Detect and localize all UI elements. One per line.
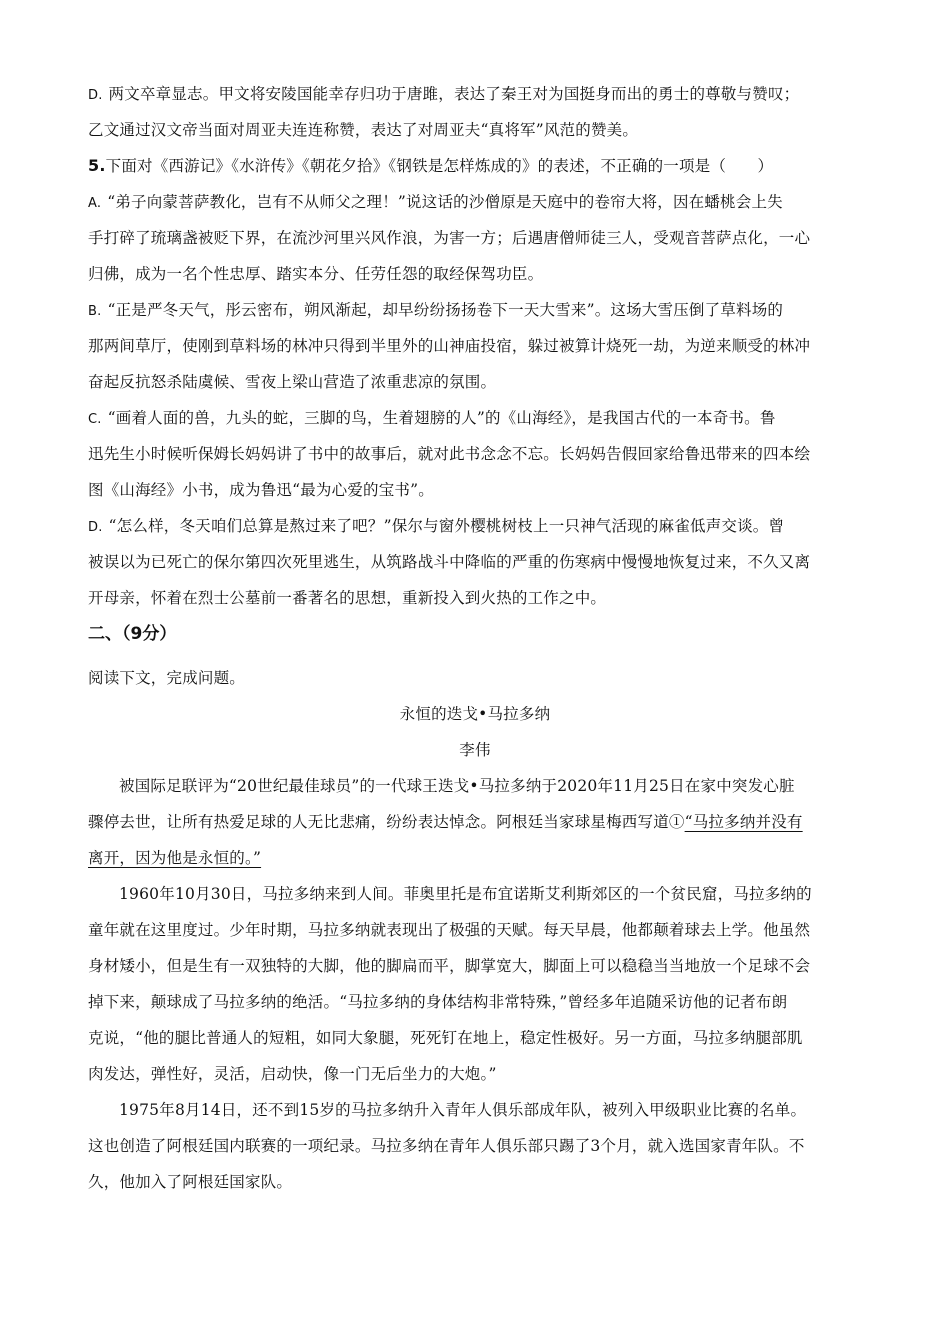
q5-option-c-label: C. xyxy=(88,412,102,427)
q5-option-b-label: B. xyxy=(88,304,102,319)
q5-option-c-line-2: 迅先生小时候听保姆长妈妈讲了书中的故事后，就对此书念念不忘。长妈妈告假回家给鲁迅带来的四本绘 xyxy=(88,445,811,463)
reading-instruction: 阅读下文，完成问题。 xyxy=(88,669,246,687)
article-p2-line-4: 掉下来，颠球成了马拉多纳的绝活。“马拉多纳的身体结构非常特殊，”曾经多年追随采访他的记者布朗 xyxy=(88,993,788,1011)
q5-option-b-line-1 xyxy=(88,292,862,328)
article-author: 李伟 xyxy=(459,741,491,759)
q5-option-d-line-3: 开母亲，怀着在烈士公墓前一番著名的思想，重新投入到火热的工作之中。 xyxy=(88,589,607,607)
q4-option-d-text-1: 两文卒章显志。甲文将安陵国能幸存归功于唐雎，表达了秦王对为国挺身而出的勇士的尊敬与赞叹； xyxy=(108,85,800,103)
q5-option-a-text-1: “弟子向蒙菩萨教化，岂有不从师父之理！”说这话的沙僧原是天庭中的卷帘大将，因在蟠桃会上失 xyxy=(107,193,783,211)
q5-number: 5. xyxy=(88,156,106,175)
q5-option-c-line-3: 图《山海经》小书，成为鲁迅“最为心爱的宝书”。 xyxy=(88,481,434,499)
q5-option-c-line-1 xyxy=(88,400,862,436)
article-p2-line-3: 身材矮小，但是生有一双独特的大脚，他的脚扁而平，脚掌宽大，脚面上可以稳稳当当地放一个足球不会 xyxy=(88,957,811,975)
q5-option-d-text-1: “怎么样，冬天咱们总算是熬过来了吧？”保尔与窗外樱桃树枝上一只神气活现的麻雀低声交谈。曾 xyxy=(108,517,785,535)
article-p1-line-3 xyxy=(88,840,862,876)
q4-option-d-line-1 xyxy=(88,76,862,112)
q5-option-a-label: A. xyxy=(88,196,102,211)
q5-stem xyxy=(88,148,862,184)
article-p1-line-2 xyxy=(88,804,862,840)
q4-option-d-line-2: 乙文通过汉文帝当面对周亚夫连连称赞，表达了对周亚夫“真将军”风范的赞美。 xyxy=(88,121,639,139)
q5-option-a-line-2: 手打碎了琉璃盏被贬下界，在流沙河里兴风作浪，为害一方；后遇唐僧师徒三人，受观音菩萨点化，一心 xyxy=(88,229,811,247)
q5-option-d-line-1 xyxy=(88,508,862,544)
article-p3-line-2: 这也创造了阿根廷国内联赛的一项纪录。马拉多纳在青年人俱乐部只踢了3个月，就入选国家青年队。不 xyxy=(88,1137,805,1155)
q4-option-d-label: D. xyxy=(88,88,103,103)
q5-option-b-text-1: “正是严冬天气，彤云密布，朔风渐起，却早纷纷扬扬卷下一天大雪来”。这场大雪压倒了草料场的 xyxy=(107,301,784,319)
q5-stem-text: 下面对《西游记》《水浒传》《朝花夕拾》《钢铁是怎样炼成的》的表述，不正确的一项是（ ） xyxy=(105,157,774,175)
underlined-quote-1: “马拉多纳并没有 xyxy=(684,813,803,831)
article-p2-line-5: 克说，“他的腿比普通人的短粗，如同大象腿，死死钉在地上，稳定性极好。另一方面，马拉多纳腿部肌 xyxy=(88,1029,803,1047)
q5-option-c-text-1: “画着人面的兽，九头的蛇，三脚的鸟，生着翅膀的人”的《山海经》，是我国古代的一本奇书。鲁 xyxy=(107,409,776,427)
article-p3-line-3: 久，他加入了阿根廷国家队。 xyxy=(88,1173,293,1191)
q5-option-d-line-2: 被误以为已死亡的保尔第四次死里逃生，从筑路战斗中降临的严重的伤寒病中慢慢地恢复过来，不久又离 xyxy=(88,553,811,571)
q5-option-d-label: D. xyxy=(88,520,103,535)
article-p1-line-2-text: 骤停去世，让所有热爱足球的人无比悲痛，纷纷表达悼念。阿根廷当家球星梅西写道① xyxy=(88,813,685,831)
underlined-quote-2: 离开，因为他是永恒的。” xyxy=(88,849,262,867)
q5-option-b-line-2: 那两间草厅，使刚到草料场的林冲只得到半里外的山神庙投宿，躲过被算计烧死一劫，为逆来顺受的林冲 xyxy=(88,337,811,355)
q5-option-b-line-3: 奋起反抗怒杀陆虞候、雪夜上梁山营造了浓重悲凉的氛围。 xyxy=(88,373,497,391)
article-p2-line-6: 肉发达，弹性好，灵活，启动快，像一门无后坐力的大炮。” xyxy=(88,1065,497,1083)
q5-option-a-line-3: 归佛，成为一名个性忠厚、踏实本分、任劳任怨的取经保驾功臣。 xyxy=(88,265,544,283)
article-p1-line-1: 被国际足联评为“20世纪最佳球员”的一代球王迭戈•马拉多纳于2020年11月25日在家中突发心脏 xyxy=(119,777,795,795)
q5-option-a-line-1 xyxy=(88,184,862,220)
article-p2-line-2: 童年就在这里度过。少年时期，马拉多纳就表现出了极强的天赋。每天早晨，他都颠着球去上学。他虽然 xyxy=(88,921,811,939)
article-title: 永恒的迭戈•马拉多纳 xyxy=(399,705,551,723)
article-p2-line-1: 1960年10月30日，马拉多纳来到人间。菲奥里托是布宜诺斯艾利斯郊区的一个贫民窟，马拉多纳的 xyxy=(119,885,812,903)
section-2-heading: 二、（9分） xyxy=(88,624,177,644)
article-p3-line-1: 1975年8月14日，还不到15岁的马拉多纳升入青年人俱乐部成年队，被列入甲级职业比赛的名单。 xyxy=(119,1101,807,1119)
document-page xyxy=(88,76,862,1200)
